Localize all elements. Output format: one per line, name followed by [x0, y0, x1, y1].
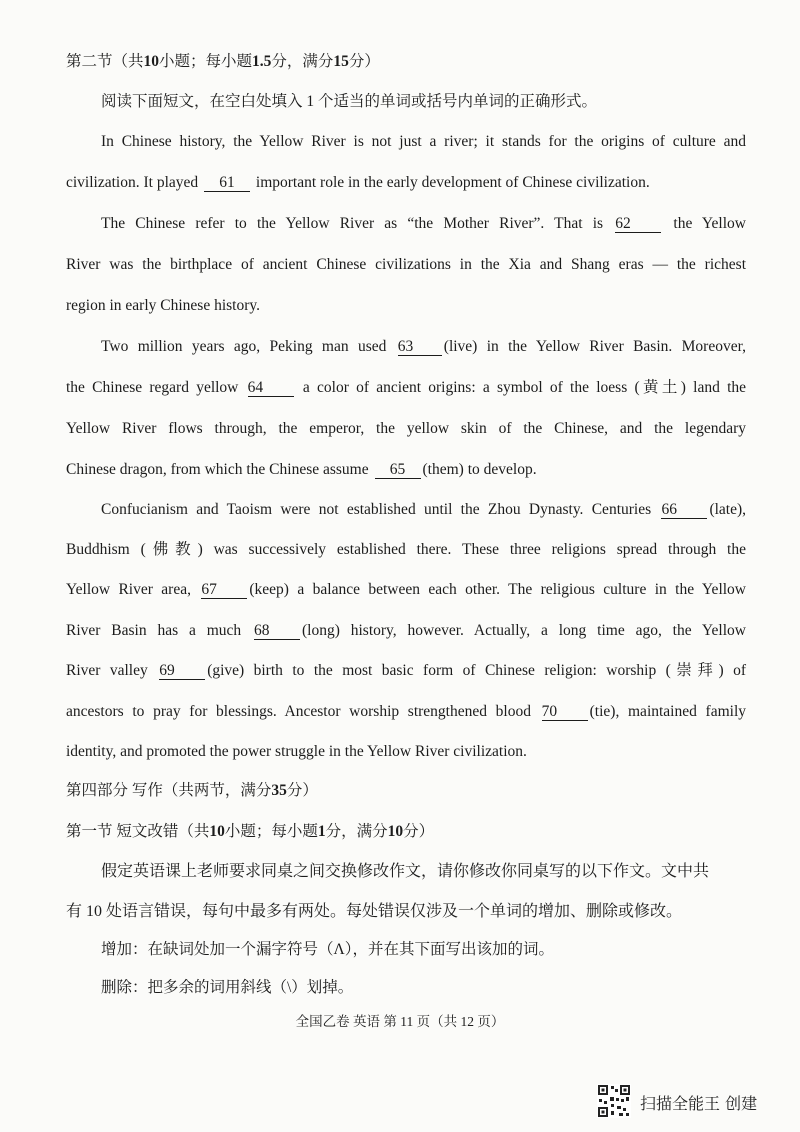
blank-61: 61 — [204, 174, 250, 192]
passage-line: Two million years ago, Peking man used 63 (live) in the Yellow River Basin. Moreover, — [101, 338, 746, 355]
section-header: 第二节（共10小题；每小题1.5分，满分15分） — [66, 53, 380, 70]
scanner-label: 扫描全能王 创建 — [640, 1094, 758, 1113]
blank-67: 67 — [201, 581, 247, 599]
blank-63: 63 — [398, 338, 442, 356]
passage-line: River valley 69 (give) birth to the most basic form of Chinese religion: worship (崇拜) of — [66, 662, 746, 679]
page-footer: 全国乙卷 英语 第 11 页（共 12 页） — [295, 1014, 505, 1029]
passage-line: River Basin has a much 68 (long) history, however. Actually, a long time ago, the Yellow — [66, 622, 746, 639]
part4-header: 第四部分 写作（共两节，满分35分） — [66, 782, 318, 799]
passage-line: the Chinese regard yellow 64 a color of ancient origins: a symbol of the loess (黄土) land the — [66, 379, 747, 396]
blank-64: 64 — [248, 379, 294, 397]
passage-line: region in early Chinese history. — [66, 297, 260, 314]
delete-rule: 删除：把多余的词用斜线（\）划掉。 — [101, 979, 354, 996]
passage-line: In Chinese history, the Yellow River is not just a river; it stands for the origins of culture and — [101, 133, 746, 150]
add-rule: 增加：在缺词处加一个漏字符号（Λ），并在其下面写出该加的词。 — [101, 941, 554, 958]
blank-62: 62 — [615, 215, 661, 233]
blank-69: 69 — [159, 662, 205, 680]
passage-line: Buddhism (佛教) was successively established there. These three religions spread through the — [66, 541, 746, 558]
passage-line: River was the birthplace of ancient Chinese civilizations in the Xia and Shang eras — the richest — [66, 256, 746, 273]
section1-header: 第一节 短文改错（共10小题；每小题1分，满分10分） — [66, 823, 435, 840]
blank-70: 70 — [542, 703, 588, 721]
passage-line: ancestors to pray for blessings. Ancestor worship strengthened blood 70 (tie), maintained family — [66, 703, 746, 720]
correction-instruction: 有 10 处语言错误，每句中最多有两处。每处错误仅涉及一个单词的增加、删除或修改。 — [66, 903, 683, 920]
blank-68: 68 — [254, 622, 300, 640]
passage-line: Yellow River flows through, the emperor, the yellow skin of the Chinese, and the legendary — [66, 420, 746, 437]
instruction: 阅读下面短文，在空白处填入 1 个适当的单词或括号内单词的正确形式。 — [101, 93, 598, 110]
passage-line: The Chinese refer to the Yellow River as “the Mother River”. That is 62 the Yellow — [101, 215, 746, 232]
passage-line: Yellow River area, 67 (keep) a balance between each other. The religious culture in the Yellow — [66, 581, 746, 598]
correction-instruction: 假定英语课上老师要求同桌之间交换修改作文，请你修改你同桌写的以下作文。文中共 — [101, 863, 710, 880]
passage-line: Chinese dragon, from which the Chinese assume 65 (them) to develop. — [66, 461, 537, 478]
qr-code-icon — [597, 1084, 631, 1118]
blank-65: 65 — [375, 461, 421, 479]
passage-line: Confucianism and Taoism were not established until the Zhou Dynasty. Centuries 66 (late), — [101, 501, 747, 518]
passage-line: identity, and promoted the power struggle in the Yellow River civilization. — [66, 743, 527, 760]
blank-66: 66 — [661, 501, 707, 519]
passage-line: civilization. It played 61 important role in the early development of Chinese civilization. — [66, 174, 650, 191]
